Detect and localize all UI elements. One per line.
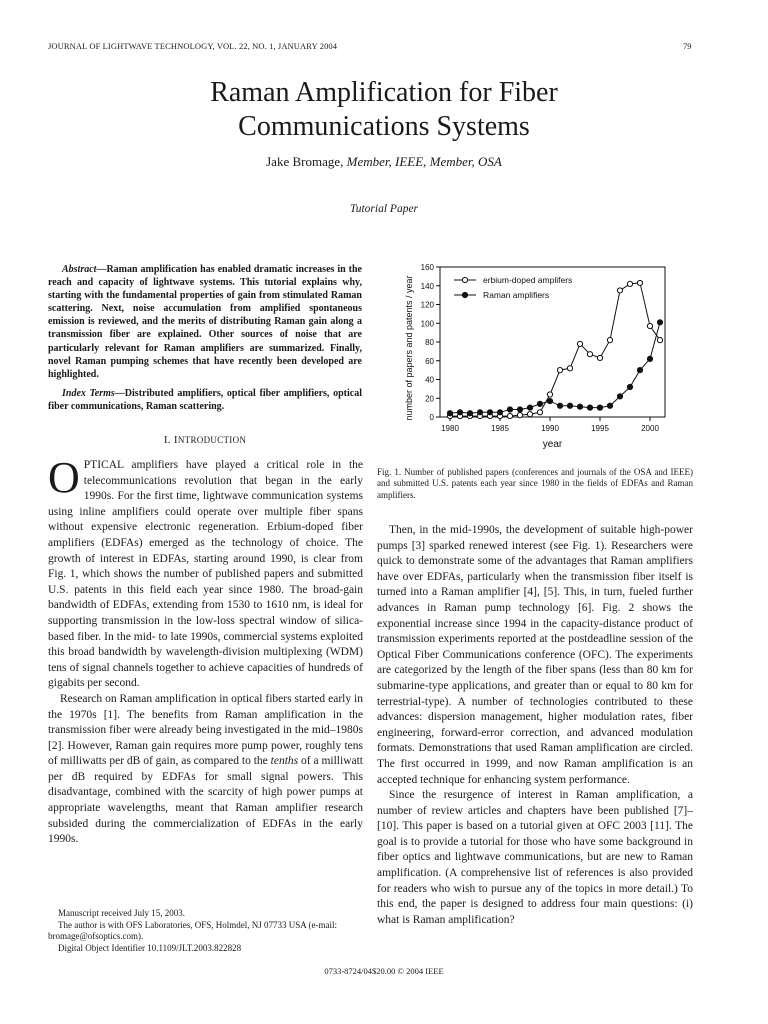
x-axis-label: year: [542, 439, 563, 450]
series-1-point-12: [567, 403, 572, 408]
index-terms-text: —Distributed amplifiers, optical fiber amplifiers, optical fiber communications, Raman scattering.: [48, 388, 362, 413]
series-0-point-13: [577, 341, 582, 346]
series-0-point-7: [517, 413, 522, 418]
series-1-point-5: [497, 410, 502, 415]
series-1-point-6: [507, 407, 512, 412]
series-0-point-20: [647, 323, 652, 328]
series-0-line: [450, 283, 660, 416]
series-0-point-9: [537, 410, 542, 415]
footnote-received: Manuscript received July 15, 2003.: [58, 908, 185, 918]
y-tick-label-6: 120: [420, 300, 434, 310]
right-column-body: [377, 523, 693, 928]
series-1-point-1: [457, 410, 462, 415]
author-name: Jake Bromage,: [266, 154, 344, 169]
paper-type: Tutorial Paper: [349, 203, 419, 215]
index-terms-label: Index Terms: [62, 388, 115, 399]
series-1-point-11: [557, 403, 562, 408]
page-number: 79: [683, 41, 692, 51]
series-1-point-21: [657, 320, 662, 325]
y-tick-label-1: 20: [425, 394, 434, 404]
series-0-point-6: [507, 413, 512, 418]
figure-1-caption: Fig. 1. Number of published papers (conferences and journals of the OSA and IEEE) and submitted U.S. patents each year since 1980 in the fields of EDFAs and Raman amplifiers.: [377, 467, 693, 500]
series-1-line: [450, 322, 660, 413]
series-1-point-9: [537, 401, 542, 406]
series-0-point-18: [627, 281, 632, 286]
drop-cap: O: [48, 453, 80, 502]
series-1-point-14: [587, 405, 592, 410]
series-0-point-16: [607, 338, 612, 343]
series-1-point-17: [617, 394, 622, 399]
series-1-point-13: [577, 404, 582, 409]
right-paragraph-1: Then, in the mid-1990s, the development of suitable high-power pumps [3] sparked renewed interest (see Fig. 1). Researchers were quick to demonstrate some of the advantages that Raman amplifiers have over EDFAs, particularly when the transmission fiber itself is turned into a Raman amplifier [4], [5]. This, in turn, fueled further advances in Raman pump technology [6]. Fig. 2 shows the exponential increase since 1994 in the capacity-distance product of transmission experiments reported at the postdeadline session of the Optical Fiber Communications conference (OFC). The experiments are categorized by the length of the fiber spans (less than 80 km for submarine-type applications, and greater than or equal to 80 km for terrestrial-type). A number of technologies contributed to these advances: dispersion management, higher modulation rates, fiber engineering, forward-error correction, and advanced modulation formats. Demonstrations that used Raman amplification are circled. The first occurred in 1999, and now Raman amplification is an accepted technique for enhancing system performance.: [377, 524, 693, 786]
intro-paragraph-2: [48, 692, 363, 848]
series-0-point-17: [617, 288, 622, 293]
footnote: [48, 908, 364, 954]
section-heading: [48, 434, 362, 446]
intro-body: [48, 453, 363, 848]
series-0-point-10: [547, 392, 552, 397]
x-tick-label-3: 1995: [591, 424, 609, 433]
series-1-point-15: [597, 405, 602, 410]
footnote-doi: Digital Object Identifier 10.1109/JLT.2003.822828: [58, 942, 242, 953]
author-affiliations: Member, IEEE, Member, OSA: [346, 154, 502, 169]
title-line-1: Raman Amplification for Fiber: [210, 77, 558, 108]
paper-title: [0, 76, 768, 144]
y-tick-label-7: 140: [420, 281, 434, 291]
section-number: I.: [163, 434, 171, 446]
abstract-text: —Raman amplification has enabled dramatic increases in the reach and capacity of lightwave systems. This tutorial explains why, starting with the fundamental properties of gain from stimulated Raman scattering. Next, noise accumulation from amplified spontaneous emission is reviewed, and the merits of distributing Raman gain along a transmission fiber are explained. Other sources of noise that are particularly relevant for Raman amplifiers are summarized. Finally, novel Raman pumping schemes that have recently been developed are highlighted.: [48, 264, 362, 380]
series-0-point-11: [557, 368, 562, 373]
x-tick-label-1: 1985: [491, 424, 509, 433]
series-1-point-10: [547, 398, 552, 403]
figure-1-chart: [397, 257, 697, 457]
series-1-point-8: [527, 405, 532, 410]
title-line-2: Communications Systems: [238, 111, 530, 142]
series-1-point-20: [647, 356, 652, 361]
intro-paragraph-1: [48, 453, 363, 692]
series-0-point-15: [597, 355, 602, 360]
series-0-point-19: [637, 280, 642, 285]
y-tick-label-2: 40: [425, 375, 434, 385]
footnote-affiliation: The author is with OFS Laboratories, OFS, Holmdel, NJ 07733 USA (e-mail: bromage@ofsoptics.com).: [48, 919, 337, 941]
copyright-footer: 0733-8724/04$20.00 © 2004 IEEE: [324, 966, 444, 976]
series-0-point-12: [567, 366, 572, 371]
series-1-point-7: [517, 407, 522, 412]
author-line: [0, 154, 768, 170]
series-1-point-18: [627, 384, 632, 389]
right-paragraph-2: Since the resurgence of interest in Raman amplification, a number of review articles and chapters have been published [7]–[10]. This paper is based on a tutorial given at OFC 2003 [11]. The goal is to provide a tutorial for those who have some background in fiber optics and lightwave communications, but are new to Raman amplification. (A comprehensive list of references is also provided for readers who wish to pursue any of the topics in more detail.) To this end, the paper is designed to address four main questions: (i) what is Raman amplification?: [377, 789, 693, 926]
series-1-point-19: [637, 368, 642, 373]
series-1-point-2: [467, 411, 472, 416]
section-first-letter: I: [173, 434, 178, 446]
series-1-point-16: [607, 403, 612, 408]
x-tick-label-2: 1990: [541, 424, 559, 433]
chart-svg: [397, 257, 697, 457]
y-tick-label-5: 100: [420, 319, 434, 329]
index-terms: [48, 387, 362, 413]
y-tick-label-0: 0: [429, 413, 434, 422]
series-0-point-21: [657, 338, 662, 343]
x-tick-label-0: 1980: [441, 424, 459, 433]
series-0-point-14: [587, 352, 592, 357]
abstract: [48, 263, 362, 381]
y-axis-label: number of papers and patents / year: [404, 275, 414, 421]
series-1-point-0: [447, 411, 452, 416]
abstract-label: Abstract: [62, 264, 97, 275]
legend-label-0: erbium-doped amplifers: [483, 275, 573, 285]
intro-p1-text: PTICAL amplifiers have played a critical role in the telecommunications revolution that began in the early 1990s. For the first time, lightwave communication systems using inline amplifiers could operate over multiple fiber spans without expensive electronic regeneration. Erbium-doped fiber amplifiers (EDFAs) emerged as the technology of choice. The growth of interest in EDFAs, starting around 1990, is clear from Fig. 1, which shows the number of published papers and submitted U.S. patents in this field each year since 1980. The broad-gain bandwidth of EDFAs, extending from 1530 to 1610 nm, is ideal for supporting transmission in the low-loss spectral window of silica-based fiber. In the mid- to late 1990s, commercial systems exploited this broad bandwidth by wavelength-division multiplexing (WDM) tens of signal channels together to achieve capacities of hundreds of gigabits per second.: [48, 459, 363, 690]
legend-label-1: Raman amplifiers: [483, 290, 550, 300]
y-tick-label-3: 60: [425, 356, 434, 366]
series-1-point-3: [477, 410, 482, 415]
x-tick-label-4: 2000: [641, 424, 659, 433]
series-1-point-4: [487, 410, 492, 415]
intro-p2-text-a: Research on Raman amplification in optical fibers started early in the 1970s [1]. The benefits from Raman amplification in the transmission fiber were already being investigated in the mid–1980s [2]. However, Raman gain requires more pump power, roughly tens of milliwatts per dB of gain, as compared to the: [48, 692, 363, 768]
y-tick-label-8: 160: [420, 263, 434, 272]
section-title-rest: NTRODUCTION: [177, 435, 247, 445]
y-tick-label-4: 80: [425, 338, 434, 347]
intro-p2-text-b: of a milliwatt per dB required by EDFAs for small signal powers. This disadvantage, combined with the scarcity of high power pumps at appropriate wavelengths, meant that Raman amplifier research subsided during the commercialization of EDFAs in the early 1990s.: [48, 755, 363, 846]
legend-marker-1: [462, 292, 467, 297]
running-header: JOURNAL OF LIGHTWAVE TECHNOLOGY, VOL. 22, NO. 1, JANUARY 2004: [48, 41, 338, 51]
legend-marker-0: [462, 277, 467, 282]
series-0-point-8: [527, 412, 532, 417]
intro-p2-emphasis: tenths: [270, 755, 299, 768]
